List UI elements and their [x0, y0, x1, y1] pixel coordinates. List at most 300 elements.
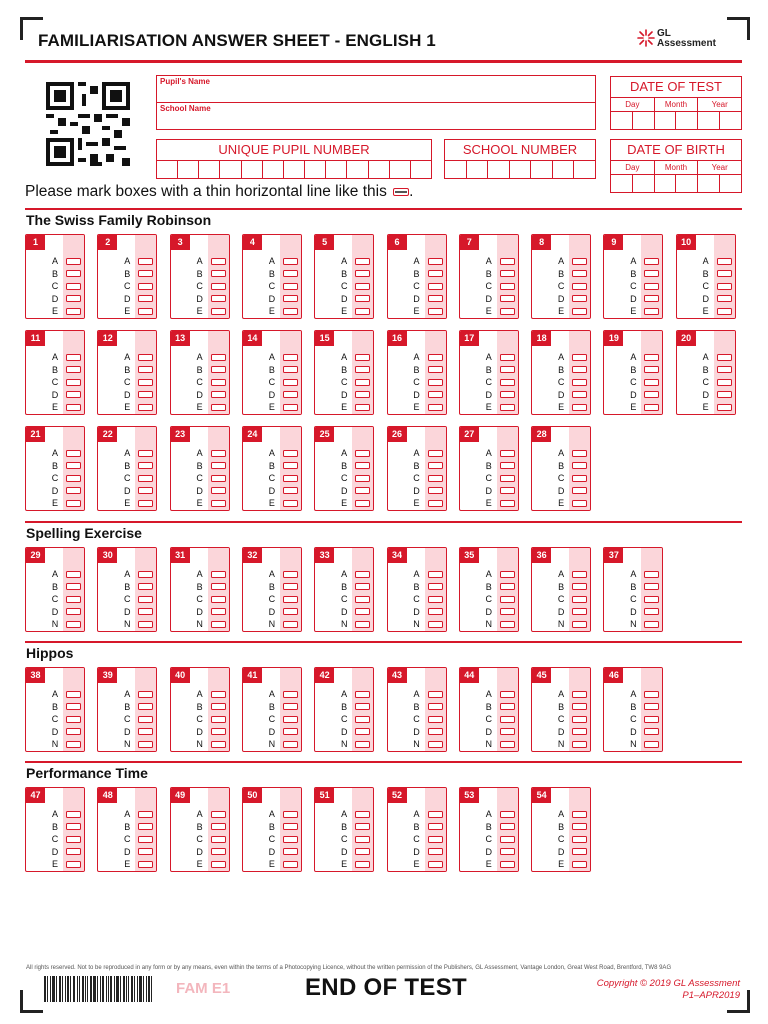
answer-bubble[interactable] — [283, 295, 298, 302]
answer-bubble[interactable] — [644, 295, 659, 302]
answer-bubble[interactable] — [283, 270, 298, 277]
answer-bubble[interactable] — [355, 823, 370, 830]
answer-bubble[interactable] — [66, 583, 81, 590]
question-number: 24 — [243, 427, 262, 442]
answer-bubble[interactable] — [283, 475, 298, 482]
answer-bubble[interactable] — [428, 728, 443, 735]
school-number-box[interactable] — [444, 139, 596, 179]
answer-bubble[interactable] — [644, 608, 659, 615]
answer-bubble[interactable] — [66, 861, 81, 868]
option-letter: E — [413, 402, 420, 413]
answer-bubble[interactable] — [66, 716, 81, 723]
answer-bubble[interactable] — [283, 571, 298, 578]
answer-bubble[interactable] — [283, 583, 298, 590]
answer-bubble[interactable] — [66, 450, 81, 457]
answer-bubble[interactable] — [572, 283, 587, 290]
date-of-test-box[interactable] — [610, 76, 742, 130]
answer-bubble[interactable] — [355, 270, 370, 277]
answer-bubble[interactable] — [500, 354, 515, 361]
answer-bubble[interactable] — [428, 608, 443, 615]
option-row — [628, 401, 659, 414]
answer-bubble[interactable] — [428, 621, 443, 628]
answer-bubble[interactable] — [211, 848, 226, 855]
answer-bubble[interactable] — [428, 462, 443, 469]
answer-bubble[interactable] — [138, 861, 153, 868]
answer-bubble[interactable] — [355, 608, 370, 615]
answer-bubble[interactable] — [138, 366, 153, 373]
answer-bubble[interactable] — [138, 404, 153, 411]
answer-bubble[interactable] — [717, 258, 732, 265]
answer-bubble[interactable] — [428, 571, 443, 578]
answer-bubble[interactable] — [355, 404, 370, 411]
school-number-cells[interactable] — [445, 161, 595, 178]
answer-bubble[interactable] — [138, 475, 153, 482]
answer-bubble[interactable] — [644, 366, 659, 373]
answer-bubble[interactable] — [211, 741, 226, 748]
answer-bubble[interactable] — [572, 308, 587, 315]
answer-bubble[interactable] — [211, 354, 226, 361]
answer-bubble[interactable] — [428, 691, 443, 698]
answer-bubble[interactable] — [66, 848, 81, 855]
answer-bubble[interactable] — [644, 716, 659, 723]
answer-bubble[interactable] — [355, 716, 370, 723]
answer-bubble[interactable] — [355, 836, 370, 843]
answer-bubble[interactable] — [138, 462, 153, 469]
answer-bubble[interactable] — [500, 462, 515, 469]
answer-bubble[interactable] — [500, 703, 515, 710]
answer-bubble[interactable] — [428, 379, 443, 386]
answer-bubble[interactable] — [500, 811, 515, 818]
option-letter: C — [485, 834, 493, 845]
answer-bubble[interactable] — [572, 404, 587, 411]
answer-bubble[interactable] — [572, 475, 587, 482]
answer-bubble[interactable] — [572, 596, 587, 603]
answer-bubble[interactable] — [428, 823, 443, 830]
answer-bubble[interactable] — [500, 836, 515, 843]
answer-bubble[interactable] — [500, 500, 515, 507]
answer-bubble[interactable] — [500, 475, 515, 482]
answer-bubble[interactable] — [500, 848, 515, 855]
answer-bubble[interactable] — [644, 571, 659, 578]
answer-bubble[interactable] — [428, 583, 443, 590]
answer-bubble[interactable] — [644, 621, 659, 628]
date-of-birth-box[interactable] — [610, 139, 742, 193]
answer-bubble[interactable] — [66, 596, 81, 603]
answer-bubble[interactable] — [428, 861, 443, 868]
answer-bubble[interactable] — [66, 811, 81, 818]
answer-bubble[interactable] — [355, 728, 370, 735]
answer-bubble[interactable] — [211, 621, 226, 628]
answer-bubble[interactable] — [138, 621, 153, 628]
answer-bubble[interactable] — [428, 500, 443, 507]
answer-bubble[interactable] — [428, 848, 443, 855]
answer-bubble[interactable] — [644, 270, 659, 277]
answer-bubble[interactable] — [211, 258, 226, 265]
answer-bubble[interactable] — [283, 716, 298, 723]
answer-bubble[interactable] — [572, 741, 587, 748]
answer-bubble[interactable] — [572, 703, 587, 710]
answer-bubble[interactable] — [211, 836, 226, 843]
answer-bubble[interactable] — [428, 391, 443, 398]
answer-bubble[interactable] — [66, 475, 81, 482]
answer-bubble[interactable] — [283, 608, 298, 615]
answer-bubble[interactable] — [355, 258, 370, 265]
answer-bubble[interactable] — [211, 596, 226, 603]
answer-bubble[interactable] — [355, 848, 370, 855]
unique-pupil-number-box[interactable] — [156, 139, 432, 179]
answer-bubble[interactable] — [138, 741, 153, 748]
answer-bubble[interactable] — [355, 621, 370, 628]
answer-bubble[interactable] — [355, 450, 370, 457]
answer-bubble[interactable] — [283, 258, 298, 265]
answer-bubble[interactable] — [644, 283, 659, 290]
answer-bubble[interactable] — [66, 741, 81, 748]
answer-bubble[interactable] — [138, 811, 153, 818]
pupil-name-field[interactable] — [156, 75, 596, 103]
answer-bubble[interactable] — [717, 404, 732, 411]
answer-bubble[interactable] — [500, 366, 515, 373]
answer-bubble[interactable] — [355, 354, 370, 361]
answer-bubble[interactable] — [211, 811, 226, 818]
answer-bubble[interactable] — [66, 379, 81, 386]
answer-bubble[interactable] — [66, 608, 81, 615]
answer-bubble[interactable] — [138, 703, 153, 710]
answer-bubble[interactable] — [355, 691, 370, 698]
answer-bubble[interactable] — [644, 728, 659, 735]
answer-bubble[interactable] — [283, 487, 298, 494]
answer-bubble[interactable] — [66, 571, 81, 578]
school-name-field[interactable] — [156, 102, 596, 130]
option-row — [339, 401, 370, 414]
answer-bubble[interactable] — [428, 475, 443, 482]
answer-bubble[interactable] — [500, 450, 515, 457]
answer-bubble[interactable] — [500, 823, 515, 830]
answer-bubble[interactable] — [283, 861, 298, 868]
answer-bubble[interactable] — [572, 487, 587, 494]
option-row — [701, 305, 732, 318]
answer-bubble[interactable] — [138, 500, 153, 507]
answer-bubble[interactable] — [428, 487, 443, 494]
answer-bubble[interactable] — [283, 500, 298, 507]
answer-bubble[interactable] — [428, 283, 443, 290]
answer-bubble[interactable] — [572, 366, 587, 373]
answer-bubble[interactable] — [138, 728, 153, 735]
answer-bubble[interactable] — [355, 379, 370, 386]
answer-bubble[interactable] — [211, 283, 226, 290]
answer-bubble[interactable] — [500, 391, 515, 398]
answer-bubble[interactable] — [572, 811, 587, 818]
answer-bubble[interactable] — [211, 366, 226, 373]
answer-bubble[interactable] — [355, 741, 370, 748]
answer-bubble[interactable] — [283, 703, 298, 710]
question-18 — [531, 330, 591, 415]
answer-bubble[interactable] — [211, 379, 226, 386]
answer-bubble[interactable] — [355, 703, 370, 710]
answer-bubble[interactable] — [572, 450, 587, 457]
answer-bubble[interactable] — [428, 270, 443, 277]
answer-bubble[interactable] — [283, 354, 298, 361]
answer-bubble[interactable] — [211, 716, 226, 723]
answer-bubble[interactable] — [500, 270, 515, 277]
answer-bubble[interactable] — [355, 295, 370, 302]
answer-bubble[interactable] — [211, 475, 226, 482]
answer-bubble[interactable] — [66, 354, 81, 361]
question-number: 44 — [460, 668, 479, 683]
answer-bubble[interactable] — [572, 391, 587, 398]
answer-bubble[interactable] — [644, 691, 659, 698]
answer-bubble[interactable] — [572, 258, 587, 265]
answer-bubble[interactable] — [211, 608, 226, 615]
answer-bubble[interactable] — [644, 354, 659, 361]
answer-bubble[interactable] — [500, 487, 515, 494]
answer-bubble[interactable] — [572, 848, 587, 855]
answer-bubble[interactable] — [211, 500, 226, 507]
answer-bubble[interactable] — [138, 571, 153, 578]
answer-bubble[interactable] — [211, 487, 226, 494]
option-letter: E — [702, 402, 709, 413]
answer-bubble[interactable] — [500, 861, 515, 868]
answer-bubble[interactable] — [500, 716, 515, 723]
answer-bubble[interactable] — [211, 583, 226, 590]
answer-bubble[interactable] — [428, 295, 443, 302]
answer-bubble[interactable] — [428, 258, 443, 265]
answer-bubble[interactable] — [428, 450, 443, 457]
answer-bubble[interactable] — [355, 475, 370, 482]
answer-bubble[interactable] — [500, 741, 515, 748]
answer-bubble[interactable] — [138, 354, 153, 361]
answer-bubble[interactable] — [138, 608, 153, 615]
answer-bubble[interactable] — [283, 391, 298, 398]
answer-bubble[interactable] — [428, 836, 443, 843]
answer-bubble[interactable] — [355, 583, 370, 590]
answer-bubble[interactable] — [138, 295, 153, 302]
answer-bubble[interactable] — [428, 703, 443, 710]
answer-bubble[interactable] — [211, 295, 226, 302]
answer-bubble[interactable] — [283, 596, 298, 603]
answer-bubble[interactable] — [428, 366, 443, 373]
answer-bubble[interactable] — [283, 283, 298, 290]
answer-bubble[interactable] — [428, 354, 443, 361]
option-row — [339, 447, 370, 460]
answer-bubble[interactable] — [717, 391, 732, 398]
answer-bubble[interactable] — [66, 836, 81, 843]
answer-bubble[interactable] — [66, 621, 81, 628]
answer-bubble[interactable] — [717, 366, 732, 373]
answer-bubble[interactable] — [283, 728, 298, 735]
answer-bubble[interactable] — [283, 404, 298, 411]
option-letter: C — [702, 281, 709, 292]
answer-bubble[interactable] — [572, 500, 587, 507]
answer-bubble[interactable] — [283, 836, 298, 843]
answer-bubble[interactable] — [138, 691, 153, 698]
answer-bubble[interactable] — [138, 258, 153, 265]
answer-bubble[interactable] — [572, 583, 587, 590]
answer-bubble[interactable] — [138, 596, 153, 603]
answer-bubble[interactable] — [66, 283, 81, 290]
answer-bubble[interactable] — [428, 716, 443, 723]
answer-bubble[interactable] — [355, 308, 370, 315]
answer-bubble[interactable] — [500, 583, 515, 590]
answer-bubble[interactable] — [211, 823, 226, 830]
answer-bubble[interactable] — [717, 379, 732, 386]
option-row — [122, 701, 153, 714]
answer-bubble[interactable] — [428, 811, 443, 818]
answer-bubble[interactable] — [138, 379, 153, 386]
answer-bubble[interactable] — [211, 462, 226, 469]
answer-bubble[interactable] — [211, 404, 226, 411]
answer-bubble[interactable] — [572, 728, 587, 735]
option-letter: A — [413, 448, 420, 459]
answer-bubble[interactable] — [355, 571, 370, 578]
answer-bubble[interactable] — [500, 379, 515, 386]
option-row — [122, 688, 153, 701]
answer-bubble[interactable] — [283, 366, 298, 373]
answer-bubble[interactable] — [66, 487, 81, 494]
upn-cells[interactable] — [157, 161, 431, 178]
answer-bubble[interactable] — [500, 258, 515, 265]
answer-bubble[interactable] — [500, 295, 515, 302]
answer-bubble[interactable] — [355, 462, 370, 469]
answer-bubble[interactable] — [211, 703, 226, 710]
answer-bubble[interactable] — [428, 741, 443, 748]
answer-bubble[interactable] — [572, 836, 587, 843]
answer-bubble[interactable] — [283, 691, 298, 698]
answer-bubble[interactable] — [66, 258, 81, 265]
answer-bubble[interactable] — [283, 848, 298, 855]
answer-bubble[interactable] — [283, 308, 298, 315]
answer-bubble[interactable] — [283, 450, 298, 457]
answer-bubble[interactable] — [66, 404, 81, 411]
answer-bubble[interactable] — [138, 836, 153, 843]
option-row — [195, 593, 226, 606]
answer-bubble[interactable] — [211, 270, 226, 277]
answer-bubble[interactable] — [644, 703, 659, 710]
answer-bubble[interactable] — [572, 571, 587, 578]
answer-bubble[interactable] — [283, 823, 298, 830]
answer-bubble[interactable] — [644, 258, 659, 265]
answer-bubble[interactable] — [500, 308, 515, 315]
answer-bubble[interactable] — [428, 596, 443, 603]
answer-bubble[interactable] — [211, 391, 226, 398]
answer-bubble[interactable] — [572, 691, 587, 698]
answer-bubble[interactable] — [283, 462, 298, 469]
answer-bubble[interactable] — [66, 462, 81, 469]
answer-bubble[interactable] — [644, 379, 659, 386]
answer-bubble[interactable] — [283, 621, 298, 628]
answer-bubble[interactable] — [211, 571, 226, 578]
answer-bubble[interactable] — [644, 391, 659, 398]
option-row — [412, 808, 443, 821]
answer-bubble[interactable] — [644, 583, 659, 590]
answer-bubble[interactable] — [717, 354, 732, 361]
answer-bubble[interactable] — [355, 366, 370, 373]
answer-bubble[interactable] — [572, 295, 587, 302]
option-row — [556, 568, 587, 581]
answer-bubble[interactable] — [572, 716, 587, 723]
answer-bubble[interactable] — [572, 270, 587, 277]
answer-bubble[interactable] — [66, 823, 81, 830]
answer-bubble[interactable] — [211, 308, 226, 315]
answer-bubble[interactable] — [138, 270, 153, 277]
answer-bubble[interactable] — [717, 295, 732, 302]
answer-bubble[interactable] — [644, 404, 659, 411]
answer-bubble[interactable] — [717, 283, 732, 290]
answer-bubble[interactable] — [138, 848, 153, 855]
answer-bubble[interactable] — [500, 283, 515, 290]
answer-bubble[interactable] — [500, 571, 515, 578]
answer-bubble[interactable] — [66, 308, 81, 315]
answer-bubble[interactable] — [66, 295, 81, 302]
answer-bubble[interactable] — [717, 270, 732, 277]
answer-bubble[interactable] — [66, 366, 81, 373]
answer-bubble[interactable] — [355, 500, 370, 507]
answer-bubble[interactable] — [138, 308, 153, 315]
answer-bubble[interactable] — [572, 861, 587, 868]
answer-bubble[interactable] — [211, 691, 226, 698]
answer-bubble[interactable] — [355, 811, 370, 818]
answer-bubble[interactable] — [500, 608, 515, 615]
answer-bubble[interactable] — [138, 487, 153, 494]
answer-bubble[interactable] — [138, 391, 153, 398]
answer-bubble[interactable] — [66, 691, 81, 698]
option-row — [195, 821, 226, 834]
answer-bubble[interactable] — [572, 608, 587, 615]
answer-bubble[interactable] — [66, 391, 81, 398]
answer-bubble[interactable] — [211, 450, 226, 457]
answer-bubble[interactable] — [138, 283, 153, 290]
answer-bubble[interactable] — [428, 404, 443, 411]
answer-bubble[interactable] — [572, 379, 587, 386]
answer-bubble[interactable] — [717, 308, 732, 315]
answer-bubble[interactable] — [66, 703, 81, 710]
answer-bubble[interactable] — [66, 270, 81, 277]
answer-bubble[interactable] — [211, 728, 226, 735]
answer-bubble[interactable] — [138, 583, 153, 590]
answer-bubble[interactable] — [211, 861, 226, 868]
answer-bubble[interactable] — [500, 596, 515, 603]
answer-bubble[interactable] — [355, 596, 370, 603]
answer-bubble[interactable] — [572, 823, 587, 830]
answer-bubble[interactable] — [644, 308, 659, 315]
answer-bubble[interactable] — [355, 283, 370, 290]
answer-bubble[interactable] — [572, 621, 587, 628]
answer-bubble[interactable] — [500, 404, 515, 411]
date-of-test-cells[interactable] — [611, 112, 741, 129]
answer-bubble[interactable] — [138, 716, 153, 723]
answer-bubble[interactable] — [138, 450, 153, 457]
answer-bubble[interactable] — [355, 487, 370, 494]
answer-bubble[interactable] — [355, 391, 370, 398]
answer-bubble[interactable] — [138, 823, 153, 830]
answer-bubble[interactable] — [500, 621, 515, 628]
answer-bubble[interactable] — [644, 596, 659, 603]
answer-bubble[interactable] — [283, 811, 298, 818]
answer-bubble[interactable] — [572, 354, 587, 361]
answer-bubble[interactable] — [283, 741, 298, 748]
answer-bubble[interactable] — [500, 691, 515, 698]
answer-bubble[interactable] — [572, 462, 587, 469]
date-of-birth-cells[interactable] — [611, 175, 741, 192]
option-letter: N — [485, 619, 493, 630]
answer-bubble[interactable] — [283, 379, 298, 386]
answer-bubble[interactable] — [66, 500, 81, 507]
answer-bubble[interactable] — [500, 728, 515, 735]
answer-bubble[interactable] — [428, 308, 443, 315]
answer-bubble[interactable] — [644, 741, 659, 748]
question-41 — [242, 667, 302, 752]
answer-bubble[interactable] — [66, 728, 81, 735]
answer-bubble[interactable] — [355, 861, 370, 868]
